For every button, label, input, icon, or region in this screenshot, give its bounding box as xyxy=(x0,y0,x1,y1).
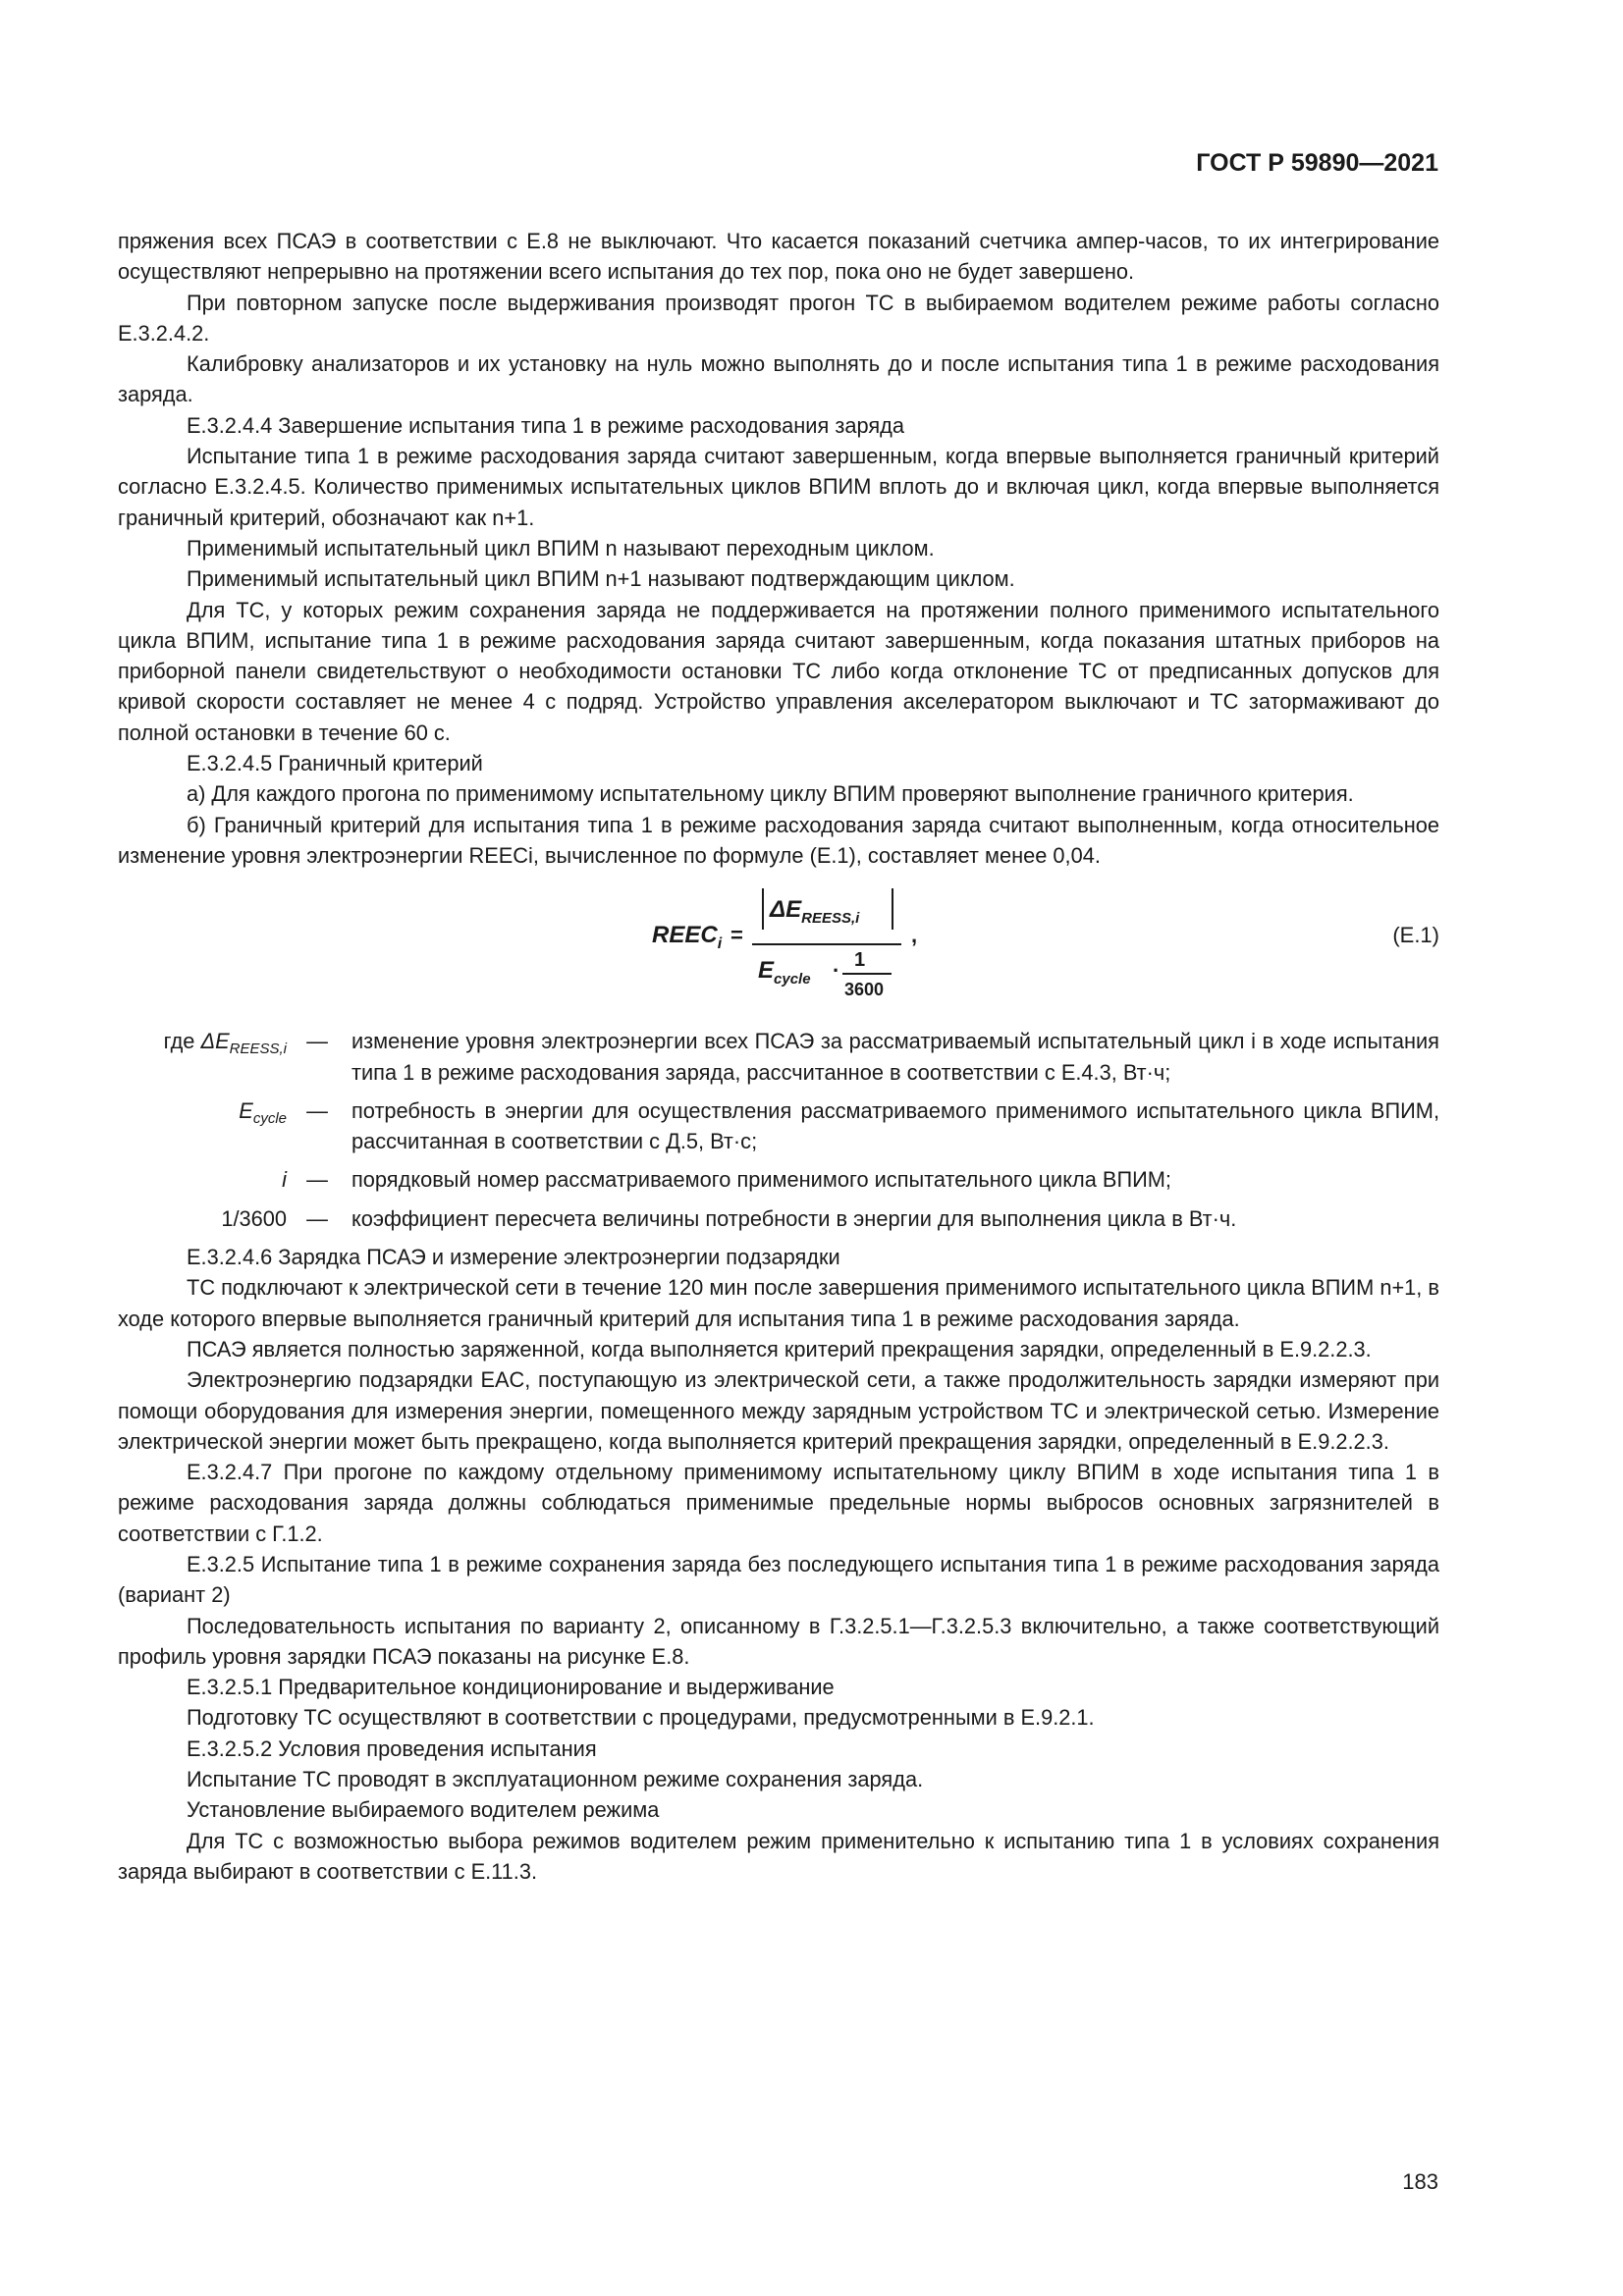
formula-e1 xyxy=(118,884,1439,1000)
formula-expression: $REEC_i$ = $\Delta E_{REESS,i}$ $E_{cycle}$ · 1 3600 , xyxy=(652,884,927,1000)
section-heading: Е.3.2.4.5 Граничный критерий xyxy=(187,751,483,776)
paragraph: а) Для каждого прогона по применимому испытательному циклу ВПИМ проверяют выполнение граничного критерия. xyxy=(187,781,1354,807)
where-item: $E_{cycle}$ — потребность в энергии для осуществления рассматриваемого применимого испытательного цикла ВПИМ, рассчитанная в соответствии с Д.5, Вт·с; xyxy=(118,1095,1439,1157)
document-body xyxy=(118,226,1439,1887)
paragraph: Испытание ТС проводят в эксплуатационном режиме сохранения заряда. xyxy=(187,1767,924,1792)
where-symbol: где $\Delta E_{REESS,i}$ xyxy=(163,1029,287,1058)
where-symbol: i xyxy=(282,1167,287,1193)
section-heading: Е.3.2.4.4 Завершение испытания типа 1 в режиме расходования заряда xyxy=(187,412,904,438)
where-symbol: 1/3600 xyxy=(221,1205,287,1231)
paragraph: Для ТС с возможностью выбора режимов водителем режим применительно к испытанию типа 1 в условиях сохранения заряда выбирают в соответствии с Е.11.3. xyxy=(118,1828,1439,1884)
paragraph: пряжения всех ПСАЭ в соответствии с Е.8 не выключают. Что касается показаний счетчика ампер-часов, то их интегрирование осуществляют непрерывно на протяжении всего испытания до тех пор, пока оно не будет завершено. xyxy=(118,229,1439,285)
formula-lhs: $REEC_i$ xyxy=(652,922,723,953)
where-description: порядковый номер рассматриваемого применимого испытательного цикла ВПИМ; xyxy=(352,1167,1171,1193)
where-item: 1/3600 — коэффициент пересчета величины потребности в энергии для выполнения цикла в Вт·ч. xyxy=(118,1203,1439,1234)
formula-number: (Е.1) xyxy=(1392,923,1439,948)
paragraph: Калибровку анализаторов и их установку на нуль можно выполнять до и после испытания типа 1 в режиме расходования заряда. xyxy=(118,351,1439,407)
where-item: где $\Delta E_{REESS,i}$ — изменение уровня электроэнергии всех ПСАЭ за рассматриваемый испытательный цикл i в ходе испытания типа 1 в режиме расходования заряда, рассчитанное в соответствии с Е.4.3, Вт·ч; xyxy=(118,1026,1439,1088)
section-heading: Е.3.2.5.2 Условия проведения испытания xyxy=(187,1735,597,1761)
where-list xyxy=(118,1026,1439,1234)
paragraph: Подготовку ТС осуществляют в соответствии с процедурами, предусмотренными в Е.9.2.1. xyxy=(187,1705,1095,1731)
section-heading: Е.3.2.5 Испытание типа 1 в режиме сохранения заряда без последующего испытания типа 1 в режиме расходования заряда (вариант 2) xyxy=(118,1551,1439,1608)
paragraph: Е.3.2.4.7 При прогоне по каждому отдельному применимому испытательному циклу ВПИМ в ходе испытания типа 1 в режиме расходования заряда должны соблюдаться применимые предельные нормы выбросов основных загрязнителей в соответствии с Г.1.2. xyxy=(118,1460,1439,1546)
paragraph: ТС подключают к электрической сети в течение 120 мин после завершения применимого испытательного цикла ВПИМ n+1, в ходе которого впервые выполняется граничный критерий для испытания типа 1 в режиме расходования заряда. xyxy=(118,1275,1439,1331)
paragraph: Установление выбираемого водителем режима xyxy=(187,1797,660,1823)
section-heading: Е.3.2.4.6 Зарядка ПСАЭ и измерение электроэнергии подзарядки xyxy=(187,1245,840,1270)
abs-bar-left xyxy=(762,888,764,930)
where-item: i — порядковый номер рассматриваемого применимого испытательного цикла ВПИМ; xyxy=(118,1164,1439,1195)
where-description: коэффициент пересчета величины потребности в энергии для выполнения цикла в Вт·ч. xyxy=(352,1205,1237,1231)
inner-fraction-denominator: 3600 xyxy=(844,980,885,1000)
paragraph: Применимый испытательный цикл ВПИМ n+1 называют подтверждающим циклом. xyxy=(187,566,1015,592)
abs-bar-right xyxy=(892,888,893,930)
section-heading: Е.3.2.5.1 Предварительное кондиционирование и выдерживание xyxy=(187,1675,835,1700)
paragraph: б) Граничный критерий для испытания типа 1 в режиме расходования заряда считают выполненным, когда относительное изменение уровня электроэнергии REECi, вычисленное по формуле (Е.1), составляет менее 0,04. xyxy=(118,812,1439,868)
paragraph: Для ТС, у которых режим сохранения заряда не поддерживается на протяжении полного применимого испытательного цикла ВПИМ, испытание типа 1 в режиме расходования заряда считают завершенным, когда показания штатных приборов на приборной панели свидетельствуют о необходимости остановки ТС либо когда отклонение ТС от предписанных допусков для кривой скорости составляет не менее 4 с подряд. Устройство управления акселератором выключают и ТС затормаживают до полной остановки в течение 60 с. xyxy=(118,597,1439,745)
paragraph: При повторном запуске после выдерживания производят прогон ТС в выбираемом водителем режиме работы согласно Е.3.2.4.2. xyxy=(118,290,1439,346)
paragraph: Применимый испытательный цикл ВПИМ n называют переходным циклом. xyxy=(187,535,935,561)
paragraph: Электроэнергию подзарядки EAC, поступающую из электрической сети, а также продолжительность зарядки измеряют при помощи оборудования для измерения энергии, помещенного между зарядным устройством ТС и электрической сетью. Измерение электрической энергии может быть прекращено, когда выполняется критерий прекращения зарядки, определенный в Е.9.2.2.3. xyxy=(118,1367,1439,1454)
fraction-bar xyxy=(752,943,901,945)
document-header: ГОСТ Р 59890—2021 xyxy=(1196,149,1438,177)
paragraph: Последовательность испытания по варианту 2, описанному в Г.3.2.5.1—Г.3.2.5.3 включительно, а также соответствующий профиль уровня зарядки ПСАЭ показаны на рисунке Е.8. xyxy=(118,1613,1439,1669)
where-description: изменение уровня электроэнергии всех ПСАЭ за рассматриваемый испытательный цикл i в ходе испытания типа 1 в режиме расходования заряда, рассчитанное в соответствии с Е.4.3, Вт·ч; xyxy=(352,1029,1439,1085)
page-number: 183 xyxy=(1402,2169,1438,2194)
formula-numerator: $\Delta E_{REESS,i}$ xyxy=(762,888,893,932)
where-symbol: $E_{cycle}$ xyxy=(239,1097,287,1127)
formula-equals: = xyxy=(730,923,743,948)
paragraph: Испытание типа 1 в режиме расходования заряда считают завершенным, когда впервые выполняется граничный критерий согласно Е.3.2.4.5. Количество применимых испытательных циклов ВПИМ вплоть до и включая цикл, когда впервые выполняется граничный критерий, обозначают как n+1. xyxy=(118,444,1439,530)
formula-denominator: $E_{cycle}$ · 1 3600 xyxy=(758,949,905,1000)
inner-fraction-numerator: 1 xyxy=(854,949,866,972)
paragraph: ПСАЭ является полностью заряженной, когда выполняется критерий прекращения зарядки, определенный в Е.9.2.2.3. xyxy=(187,1336,1372,1362)
where-description: потребность в энергии для осуществления рассматриваемого применимого испытательного цикла ВПИМ, рассчитанная в соответствии с Д.5, Вт·с; xyxy=(352,1097,1439,1154)
